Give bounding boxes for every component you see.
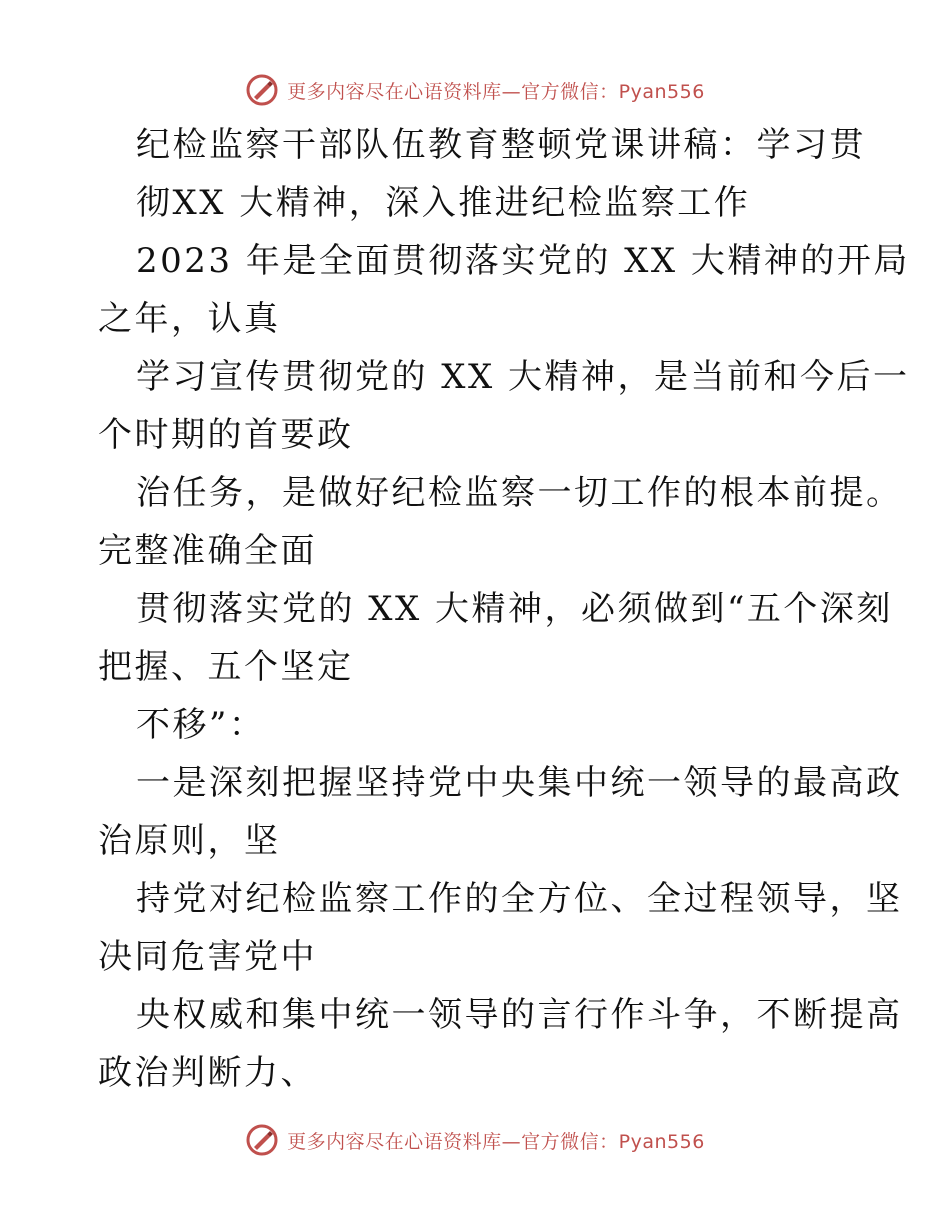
- body-text-line: 贯彻落实党的 XX 大精神，必须做到“五个深刻: [136, 589, 893, 629]
- body-text-line: 把握、五个坚定: [98, 647, 354, 687]
- watermark-text: 更多内容尽在心语资料库—官方微信：Pyan556: [287, 80, 705, 103]
- body-text-line: 持党对纪检监察工作的全方位、全过程领导，坚: [136, 879, 903, 919]
- body-text-line: 不移”：: [136, 705, 266, 745]
- document-body: [98, 116, 910, 1102]
- pen-logo-icon: [245, 1123, 279, 1157]
- body-text-line: 2023 年是全面贯彻落实党的 XX 大精神的开局: [136, 241, 910, 281]
- body-text-line: 央权威和集中统一领导的言行作斗争，不断提高: [136, 995, 903, 1035]
- body-text-line: 政治判断力、: [98, 1053, 317, 1093]
- body-text-line: 学习宣传贯彻党的 XX 大精神，是当前和今后一: [136, 357, 910, 397]
- body-text-line: 之年，认真: [98, 299, 281, 339]
- body-text-line: 一是深刻把握坚持党中央集中统一领导的最高政: [136, 763, 903, 803]
- body-paragraphs: [98, 232, 910, 1102]
- watermark-banner-bottom: [0, 1120, 950, 1160]
- body-text-line: 完整准确全面: [98, 531, 317, 571]
- document-title-line-2: 彻XX 大精神，深入推进纪检监察工作: [136, 183, 751, 223]
- body-text-line: 治任务，是做好纪检监察一切工作的根本前提。: [136, 473, 903, 513]
- body-text-line: 决同危害党中: [98, 937, 317, 977]
- body-text-line: 个时期的首要政: [98, 415, 354, 455]
- watermark-text: 更多内容尽在心语资料库—官方微信：Pyan556: [287, 1130, 705, 1153]
- document-title-line-1: 纪检监察干部队伍教育整顿党课讲稿：学习贯: [136, 125, 866, 165]
- pen-logo-icon: [245, 73, 279, 107]
- body-text-line: 治原则，坚: [98, 821, 281, 861]
- watermark-banner-top: [0, 70, 950, 110]
